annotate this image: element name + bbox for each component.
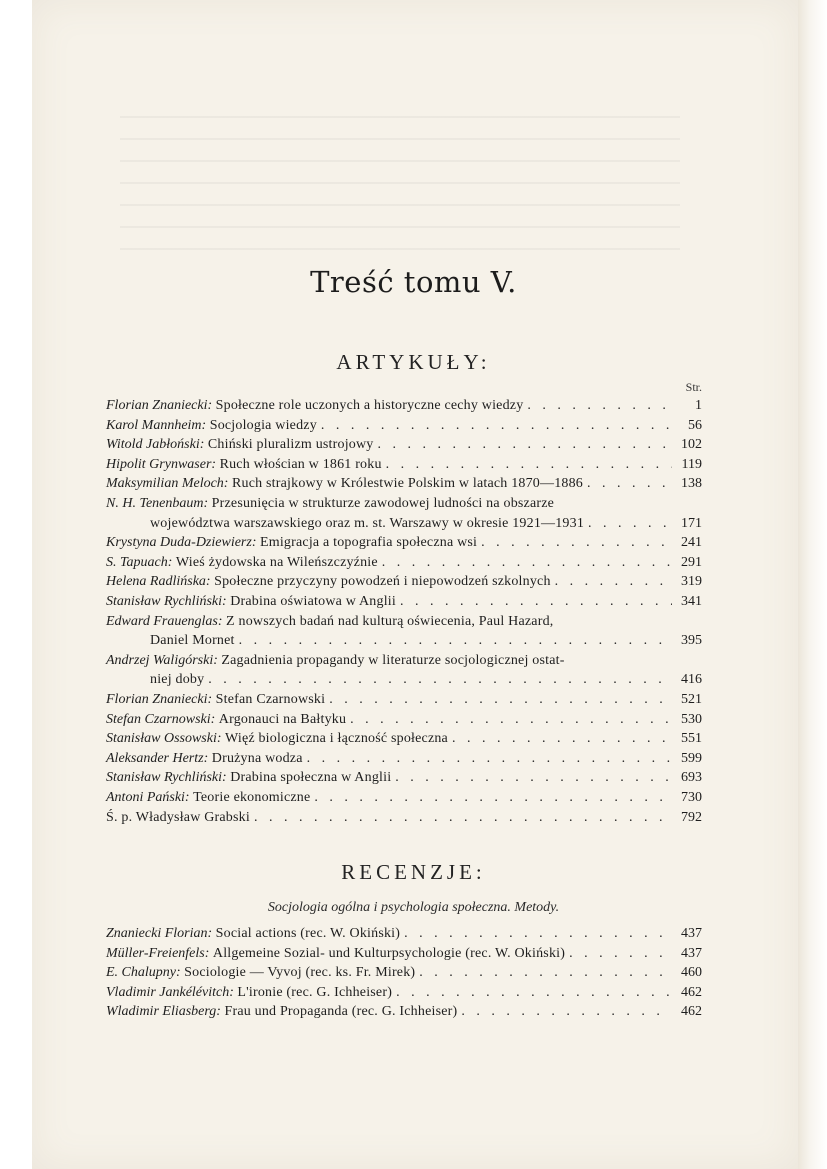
- toc-entry: [106, 651, 702, 671]
- entry-title: Drabina oświatowa w Anglii: [230, 594, 396, 609]
- entry-page-number: 119: [681, 456, 702, 472]
- dot-leader: [481, 533, 672, 553]
- toc-entry: [106, 808, 702, 828]
- entry-page-number: 291: [681, 554, 702, 570]
- entry-author: Znaniecki Florian:: [106, 926, 213, 941]
- toc-entry: [106, 983, 702, 1003]
- toc-entry: [106, 749, 702, 769]
- entry-page-number: 437: [681, 926, 702, 941]
- volume-title: Treść tomu V.: [310, 265, 517, 299]
- dot-leader: [307, 749, 672, 769]
- dot-leader: [321, 416, 672, 436]
- toc-entry: [106, 553, 702, 573]
- dot-leader: [386, 455, 672, 475]
- entry-title: Sociologie — Vyvoj (rec. ks. Fr. Mirek): [184, 965, 416, 981]
- entry-title: Więź biologiczna i łączność społeczna: [225, 731, 448, 747]
- entry-page-number: 341: [681, 594, 702, 609]
- dot-leader: [419, 963, 672, 983]
- entry-author: N. H. Tenenbaum:: [106, 496, 209, 511]
- entry-page-number: 551: [681, 731, 702, 747]
- toc-entry: [106, 788, 702, 808]
- entry-page-number: 462: [681, 1004, 702, 1020]
- dot-leader: [569, 944, 672, 964]
- entry-title-continuation: niej doby: [150, 672, 205, 688]
- entry-author: Florian Znaniecki:: [106, 692, 213, 707]
- toc-entry: [106, 572, 702, 592]
- toc-entry: [106, 729, 702, 749]
- entry-title-continuation: Daniel Mornet: [150, 633, 235, 649]
- toc-entry: [106, 416, 702, 436]
- toc-entry: [106, 494, 702, 514]
- toc-entry-continuation: [150, 514, 702, 534]
- bleed-through-text: [120, 100, 680, 250]
- entry-author: Edward Frauenglas:: [106, 613, 223, 629]
- entry-author: Wladimir Eliasberg:: [106, 1004, 221, 1020]
- entry-author: Stanisław Rychliński:: [106, 594, 227, 609]
- dot-leader: [382, 553, 672, 573]
- entry-author: Müller-Freienfels:: [106, 945, 210, 961]
- toc-entry-continuation: [150, 631, 702, 651]
- dot-leader: [239, 631, 672, 651]
- entry-title: Społeczne przyczyny powodzeń i niepowodzeń szkolnych: [214, 574, 551, 590]
- entry-title: Chiński pluralizm ustrojowy: [207, 437, 374, 453]
- entry-title: Socjologia wiedzy: [209, 417, 317, 433]
- entry-author: S. Tapuach:: [106, 554, 173, 570]
- entry-page-number: 693: [681, 770, 702, 786]
- entry-title: Ruch włościan w 1861 roku: [219, 456, 382, 472]
- dot-leader: [404, 924, 672, 944]
- entry-page-number: 530: [681, 711, 702, 727]
- dot-leader: [378, 435, 672, 455]
- dot-leader: [314, 788, 672, 808]
- entry-author: Antoni Pański:: [106, 790, 190, 805]
- entry-page-number: 792: [681, 809, 702, 825]
- entry-author: Stefan Czarnowski:: [106, 711, 216, 727]
- entry-page-number: 56: [688, 417, 702, 433]
- entry-title: Allgemeine Sozial- und Kulturpsychologie (rec. W. Okiński): [212, 945, 566, 961]
- toc-entry: [106, 592, 702, 612]
- entry-page-number: 102: [681, 437, 702, 453]
- entry-title: L'ironie (rec. G. Ichheiser): [237, 984, 393, 1000]
- toc-entry: [106, 710, 702, 730]
- toc-entry: [106, 612, 702, 632]
- dot-leader: [396, 983, 672, 1003]
- entry-page-number: 521: [681, 692, 702, 707]
- entry-title: Teorie ekonomiczne: [193, 790, 311, 805]
- entry-author: Hipolit Grynwaser:: [106, 456, 217, 472]
- entry-author: Stanisław Rychliński:: [106, 770, 227, 786]
- entry-page-number: 395: [681, 633, 702, 649]
- entry-title: Social actions (rec. W. Okiński): [215, 926, 401, 941]
- entry-title: Wieś żydowska na Wileńszczyźnie: [175, 554, 378, 570]
- dot-leader: [329, 690, 672, 710]
- entry-author: Andrzej Waligórski:: [106, 652, 218, 668]
- entry-page-number: 730: [681, 790, 702, 805]
- entry-page-number: 462: [681, 984, 702, 1000]
- entry-page-number: 241: [681, 535, 702, 551]
- entry-title: Drużyna wodza: [211, 750, 303, 766]
- toc-entry: [106, 435, 702, 455]
- entry-page-number: 437: [681, 945, 702, 961]
- entry-title: Drabina społeczna w Anglii: [230, 770, 392, 786]
- entry-page-number: 171: [681, 515, 702, 531]
- reviews-heading: RECENZJE:: [341, 860, 486, 884]
- page-edge-shadow: [798, 0, 827, 1169]
- toc-entry: [106, 396, 702, 416]
- toc-entry: [106, 455, 702, 475]
- toc-entry: [106, 474, 702, 494]
- toc-entry: [106, 533, 702, 553]
- toc-entry: [106, 768, 702, 788]
- dot-leader: [208, 670, 672, 690]
- entry-author: Krystyna Duda-Dziewierz:: [106, 535, 257, 551]
- entry-page-number: 599: [681, 750, 702, 766]
- entry-title: Z nowszych badań nad kulturą oświecenia, Paul Hazard,: [226, 613, 554, 629]
- dot-leader: [527, 396, 672, 416]
- dot-leader: [395, 768, 672, 788]
- dot-leader: [587, 474, 672, 494]
- entry-title: Ś. p. Władysław Grabski: [106, 809, 250, 825]
- dot-leader: [452, 729, 672, 749]
- entry-author: Vladimir Jankélévitch:: [106, 984, 234, 1000]
- entry-title: Społeczne role uczonych a historyczne cechy wiedzy: [215, 398, 524, 413]
- toc-entry: [106, 944, 702, 964]
- toc-entry: [106, 924, 702, 944]
- entry-author: Aleksander Hertz:: [106, 750, 209, 766]
- entry-page-number: 460: [681, 965, 702, 981]
- entry-page-number: 319: [681, 574, 702, 590]
- entry-title: Ruch strajkowy w Królestwie Polskim w latach 1870—1886: [231, 476, 584, 492]
- articles-heading: ARTYKUŁY:: [336, 350, 491, 374]
- entry-title: Frau und Propaganda (rec. G. Ichheiser): [224, 1004, 458, 1020]
- entry-title-continuation: województwa warszawskiego oraz m. st. Warszawy w okresie 1921—1931: [150, 515, 585, 531]
- toc-entry-continuation: [150, 670, 702, 690]
- entry-author: Stanisław Ossowski:: [106, 731, 222, 747]
- dot-leader: [254, 808, 672, 828]
- toc-entry: [106, 1002, 702, 1022]
- entry-page-number: 138: [681, 476, 702, 492]
- entry-author: Witold Jabłoński:: [106, 437, 205, 453]
- page-column-label: Str.: [685, 380, 702, 394]
- entry-title: Zagadnienia propagandy w literaturze socjologicznej ostat-: [221, 652, 565, 668]
- dot-leader: [555, 572, 672, 592]
- entry-title: Przesunięcia w strukturze zawodowej ludności na obszarze: [211, 496, 555, 511]
- dot-leader: [461, 1002, 672, 1022]
- entry-author: Florian Znaniecki:: [106, 398, 213, 413]
- toc-entry: [106, 963, 702, 983]
- dot-leader: [400, 592, 672, 612]
- entry-author: E. Chalupny:: [106, 965, 181, 981]
- entry-author: Maksymilian Meloch:: [106, 476, 229, 492]
- entry-title: Stefan Czarnowski: [215, 692, 326, 707]
- entry-author: Helena Radlińska:: [106, 574, 211, 590]
- toc-entry: [106, 690, 702, 710]
- entry-page-number: 1: [695, 398, 702, 413]
- dot-leader: [350, 710, 672, 730]
- entry-title: Argonauci na Bałtyku: [218, 711, 347, 727]
- entry-page-number: 416: [681, 672, 702, 688]
- entry-author: Karol Mannheim:: [106, 417, 207, 433]
- reviews-subheading: Socjologia ogólna i psychologia społeczna. Metody.: [267, 900, 560, 915]
- dot-leader: [588, 514, 672, 534]
- entry-title: Emigracja a topografia społeczna wsi: [260, 535, 478, 551]
